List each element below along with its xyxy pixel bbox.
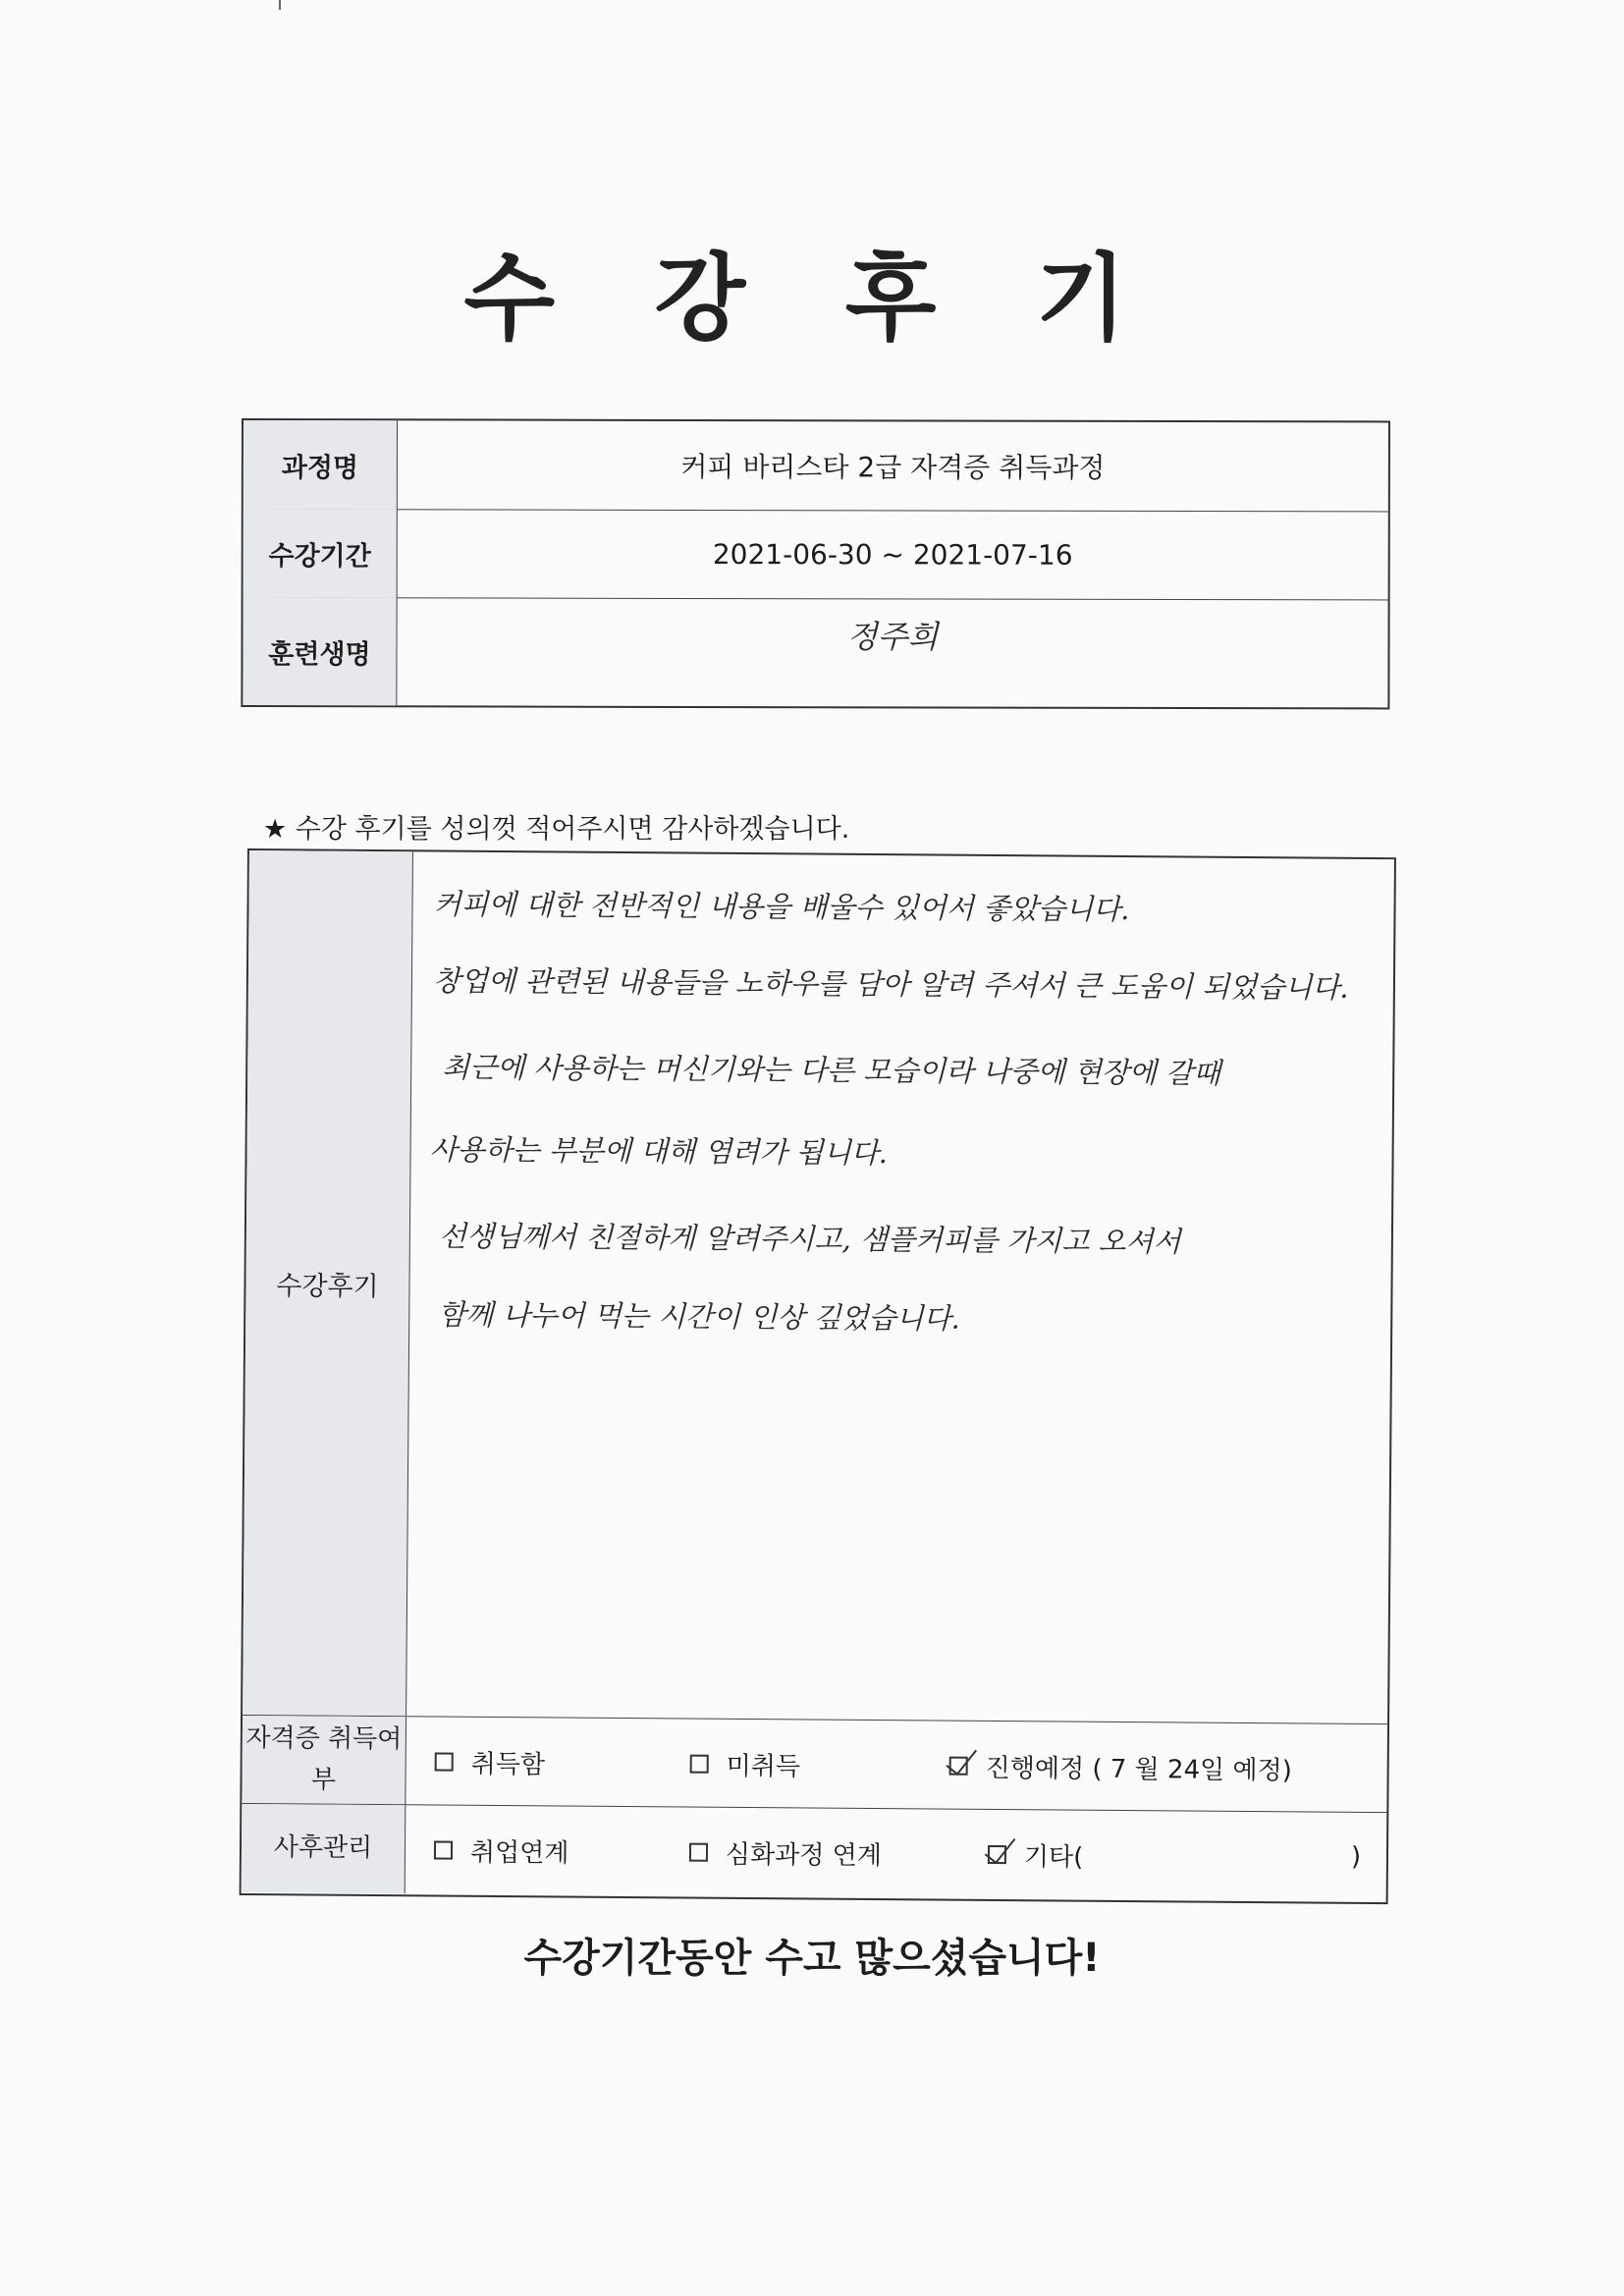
course-name-label: 과정명	[244, 420, 398, 509]
review-line: 창업에 관련된 내용들을 노하우를 담아 알려 주셔서 큰 도움이 되었습니다.	[432, 963, 1349, 1005]
review-line: 커피에 대한 전반적인 내용을 배울수 있어서 좋았습니다.	[433, 887, 1130, 927]
option-obtained-label: 취득함	[470, 1749, 546, 1779]
option-advanced-course-label: 심화과정 연계	[725, 1839, 883, 1871]
checkbox-icon[interactable]	[690, 1754, 709, 1773]
option-other[interactable]	[988, 1810, 1084, 1899]
option-job-link-label: 취업연계	[469, 1837, 569, 1869]
option-not-obtained-label: 미취득	[726, 1751, 801, 1781]
certificate-row	[242, 1715, 1387, 1813]
notice-text: ★ 수강 후기를 성의껏 적어주시면 감사하겠습니다.	[263, 814, 850, 845]
review-line: 최근에 사용하는 머신기와는 다른 모습이라 나중에 현장에 갈때	[442, 1050, 1221, 1090]
course-info-table	[241, 418, 1390, 709]
option-in-progress[interactable]	[948, 1722, 1292, 1813]
page-title: 수 강 후 기	[463, 244, 1161, 354]
option-obtained[interactable]	[434, 1718, 545, 1807]
review-line: 선생님께서 친절하게 알려주시고, 샘플커피를 가지고 오셔서	[438, 1219, 1181, 1259]
followup-label: 사후관리	[242, 1804, 406, 1893]
review-line: 함께 나누어 먹는 시간이 인상 깊었습니다.	[438, 1297, 960, 1336]
review-label: 수강후기	[243, 850, 413, 1716]
closing-message: 수강기간동안 수고 많으셨습니다!	[523, 1936, 1101, 1981]
checkbox-icon[interactable]	[434, 1840, 453, 1859]
course-name-row	[244, 420, 1388, 512]
course-period-value: 2021-06-30 ~ 2021-07-16	[712, 537, 1073, 572]
checked-checkbox-icon[interactable]	[988, 1844, 1006, 1863]
trainee-name-row	[243, 597, 1387, 707]
review-table	[240, 848, 1396, 1904]
course-name-value: 커피 바리스타 2급 자격증 취득과정	[680, 450, 1106, 484]
checkbox-icon[interactable]	[689, 1842, 708, 1861]
certificate-label: 자격증 취득여부	[242, 1716, 406, 1805]
option-in-progress-label: 진행예정 ( 7 월 24일 예정)	[985, 1753, 1292, 1785]
option-other-label: 기타(	[1023, 1841, 1084, 1873]
option-job-link[interactable]	[434, 1806, 569, 1895]
course-period-row	[244, 509, 1388, 600]
review-line: 사용하는 부분에 대해 염려가 됩니다.	[429, 1132, 889, 1171]
option-not-obtained[interactable]	[689, 1720, 800, 1809]
checked-checkbox-icon[interactable]	[949, 1756, 968, 1775]
option-other-close: )	[1350, 1841, 1362, 1872]
followup-row	[242, 1803, 1387, 1901]
option-advanced-course[interactable]	[689, 1808, 883, 1898]
review-content	[428, 869, 1375, 1356]
checkbox-icon[interactable]	[435, 1752, 454, 1771]
trainee-name-value: 정주희	[846, 618, 939, 656]
course-period-label: 수강기간	[244, 509, 398, 597]
scan-edge-mark	[279, 0, 281, 10]
trainee-name-label: 훈련생명	[243, 597, 397, 705]
